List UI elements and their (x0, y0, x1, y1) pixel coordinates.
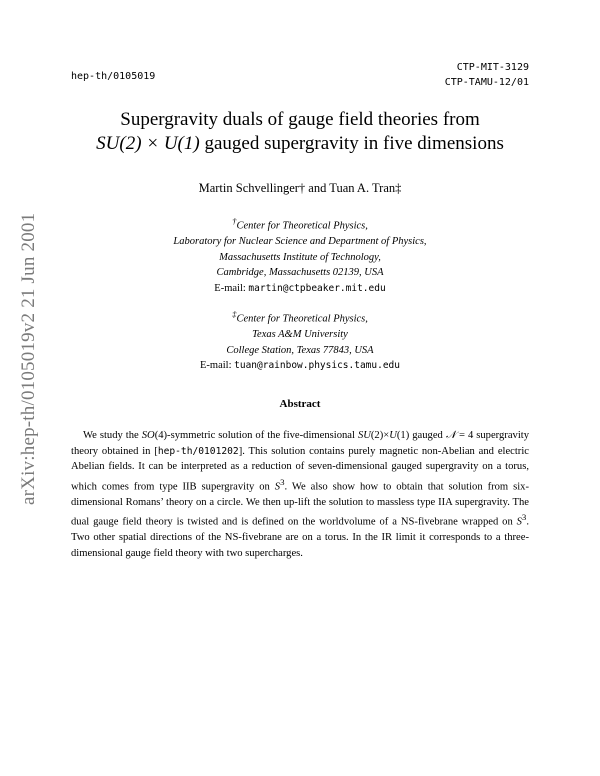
superscript: 3 (521, 512, 527, 523)
report-number-mit: CTP-MIT-3129 (456, 62, 529, 73)
affiliation-text: Center for Theoretical Physics, (236, 313, 368, 325)
report-number-tamu: CTP-TAMU-12/01 (444, 77, 529, 88)
abstract-text: (2)× (370, 430, 390, 441)
author-schvellinger: Martin Schvellinger† (198, 181, 306, 195)
abstract-text: (4)-symmetric solution of the five-dimensional (154, 430, 358, 441)
email-address[interactable]: tuan@rainbow.physics.tamu.edu (234, 360, 400, 371)
affiliation-line: Massachusetts Institute of Technology, (219, 251, 381, 263)
affiliation-mark: † (232, 216, 237, 226)
abstract-text: = 4 supergravity theory obtained in [ (71, 430, 529, 457)
math-symbol: S (274, 481, 281, 493)
math-symbol: U (389, 430, 397, 441)
email-label: E-mail: (200, 360, 235, 371)
title-line-2 (0, 132, 600, 156)
arxiv-identifier-stamp: arXiv:hep-th/0105019v2 21 Jun 2001 (18, 212, 39, 505)
abstract-text: . We also show how to obtain that solution from six-dimensional Romans’ theory on a circle. We then up-lift the solution to massless type IIA supergravity. The dual gauge field theory is twisted and is defined on the worldvolume of a NS-fivebrane wrapped on (71, 481, 529, 528)
paper-title (0, 108, 600, 156)
email-line (0, 281, 600, 297)
title-line-2-text: gauged supergravity in five dimensions (199, 133, 504, 154)
author-list (0, 181, 600, 196)
abstract-text: ]. This solution contains purely magnetic non-Abelian and electric Abelian fields. It can be interpreted as a reduction of seven-dimensional gauged supergravity on a torus, which comes from type IIB supergravity on (71, 445, 529, 493)
affiliation-line (0, 214, 600, 234)
affiliation-line: Laboratory for Nuclear Science and Department of Physics, (173, 236, 427, 247)
math-symbol: 𝒩 (445, 430, 456, 441)
math-symbol: S (516, 516, 522, 528)
abstract-text: . Two other spatial directions of the NS-fivebrane are on a torus. In the IR limit it corresponds to a three-dimensional gauge field theory with two supercharges. (71, 516, 529, 559)
author-conjunction: and (305, 181, 330, 195)
superscript: 3 (280, 476, 285, 487)
affiliation-line: College Station, Texas 77843, USA (226, 344, 374, 356)
affiliation-mark: ‡ (232, 309, 237, 319)
math-symbol: SU (357, 430, 371, 441)
affiliation-text: Center for Theoretical Physics, (236, 220, 368, 232)
abstract-heading: Abstract (279, 398, 321, 410)
title-line-1: Supergravity duals of gauge field theories from (120, 109, 480, 130)
affiliation-tamu (0, 307, 600, 374)
report-numbers (445, 60, 529, 90)
title-math: SU(2) × U(1) (96, 133, 200, 154)
affiliation-line: Texas A&M University (252, 329, 348, 340)
affiliation-mit (0, 214, 600, 296)
abstract-body (71, 428, 529, 561)
preprint-number: hep-th/0105019 (71, 71, 156, 82)
email-address[interactable]: martin@ctpbeaker.mit.edu (248, 282, 386, 294)
email-label: E-mail: (214, 282, 249, 294)
math-symbol: SO (141, 430, 155, 441)
reference-link[interactable]: hep-th/0101202 (157, 445, 239, 457)
affiliation-line: Cambridge, Massachusetts 02139, USA (216, 267, 384, 278)
email-line (0, 358, 600, 374)
abstract-text: (1) gauged (396, 430, 446, 441)
affiliation-line (0, 307, 600, 327)
abstract-text: We study the (83, 430, 142, 441)
author-tran: Tuan A. Tran‡ (329, 181, 402, 195)
